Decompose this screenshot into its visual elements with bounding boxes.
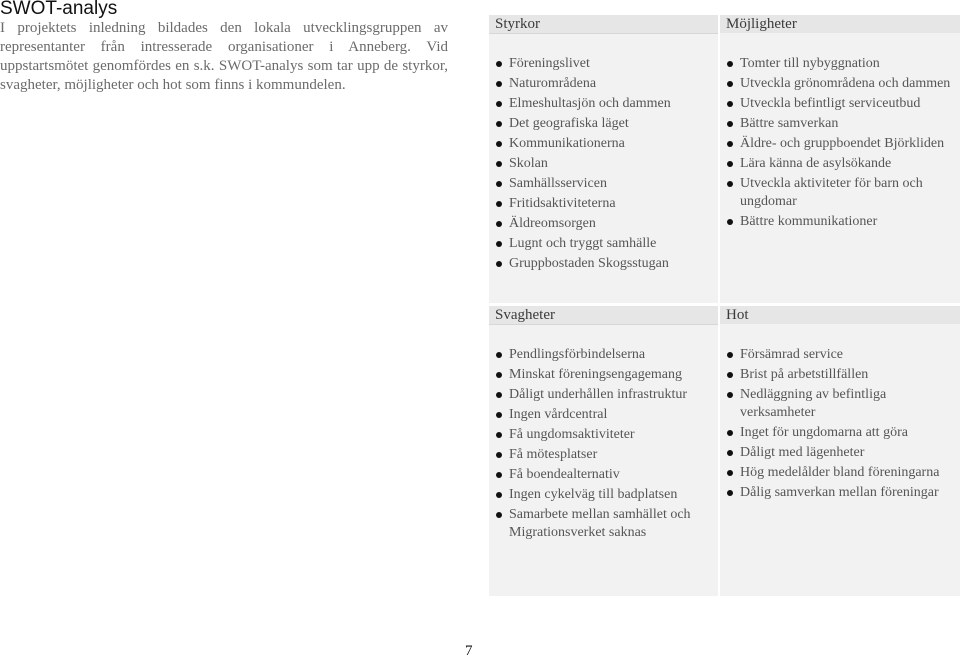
list-item: Lära känna de asylsökande xyxy=(720,155,954,173)
hot-panel xyxy=(720,306,960,596)
list-item: Brist på arbetstillfällen xyxy=(720,366,954,384)
list-item: Pendlingsförbindelserna xyxy=(489,346,712,364)
list-item: Föreningslivet xyxy=(489,55,712,73)
list-item: Försämrad service xyxy=(720,346,954,364)
list-item: Utveckla aktiviteter för barn och ungdomar xyxy=(720,175,954,210)
list-item: Hög medelålder bland föreningarna xyxy=(720,464,954,482)
list-item: Bättre samverkan xyxy=(720,115,954,133)
styrkor-panel xyxy=(489,15,718,303)
list-item: Det geografiska läget xyxy=(489,115,712,133)
list-item: Inget för ungdomarna att göra xyxy=(720,424,954,442)
list-item: Få mötesplatser xyxy=(489,446,712,464)
list-item: Få ungdomsaktiviteter xyxy=(489,426,712,444)
list-item: Dåligt underhållen infrastruktur xyxy=(489,386,712,404)
list-item: Nedläggning av befintliga verksamheter xyxy=(720,386,954,421)
list-item: Ingen cykelväg till badplatsen xyxy=(489,486,712,504)
list-item: Kommunikationerna xyxy=(489,135,712,153)
list-item: Minskat föreningsengagemang xyxy=(489,366,712,384)
svagheter-list xyxy=(489,346,712,544)
hot-title: Hot xyxy=(720,306,960,324)
list-item: Skolan xyxy=(489,155,712,173)
list-item: Lugnt och tryggt samhälle xyxy=(489,235,712,253)
svagheter-panel xyxy=(489,306,718,596)
mojligheter-panel xyxy=(720,15,960,303)
list-item: Dåligt med lägenheter xyxy=(720,444,954,462)
intro-paragraph: I projektets inledning bildades den lokala utvecklingsgruppen av representanter från intresserade organisationer i Anneberg. Vid uppstartsmötet genomfördes en s.k. SWOT-analys som tar upp de styrkor, svagheter, möjligheter och hot som finns i kommundelen. xyxy=(0,20,448,93)
list-item: Elmeshultasjön och dammen xyxy=(489,95,712,113)
mojligheter-list xyxy=(720,55,954,233)
list-item: Ingen vårdcentral xyxy=(489,406,712,424)
page-heading: SWOT-analys xyxy=(0,0,118,19)
styrkor-title: Styrkor xyxy=(489,15,718,34)
list-item: Tomter till nybyggnation xyxy=(720,55,954,73)
list-item: Få boendealternativ xyxy=(489,466,712,484)
list-item: Fritidsaktiviteterna xyxy=(489,195,712,213)
list-item: Äldre- och gruppboendet Björkliden xyxy=(720,135,954,153)
list-item: Dålig samverkan mellan föreningar xyxy=(720,484,954,502)
hot-list xyxy=(720,346,954,504)
list-item: Äldreomsorgen xyxy=(489,215,712,233)
svagheter-title: Svagheter xyxy=(489,306,718,325)
list-item: Utveckla grönområdena och dammen xyxy=(720,75,954,93)
list-item: Samarbete mellan samhället och Migrationsverket saknas xyxy=(489,506,712,541)
list-item: Naturområdena xyxy=(489,75,712,93)
list-item: Bättre kommunikationer xyxy=(720,213,954,231)
page-number: 7 xyxy=(465,643,473,659)
mojligheter-title: Möjligheter xyxy=(720,15,960,33)
list-item: Samhällsservicen xyxy=(489,175,712,193)
list-item: Utveckla befintligt serviceutbud xyxy=(720,95,954,113)
styrkor-list xyxy=(489,55,712,275)
list-item: Gruppbostaden Skogsstugan xyxy=(489,255,712,273)
